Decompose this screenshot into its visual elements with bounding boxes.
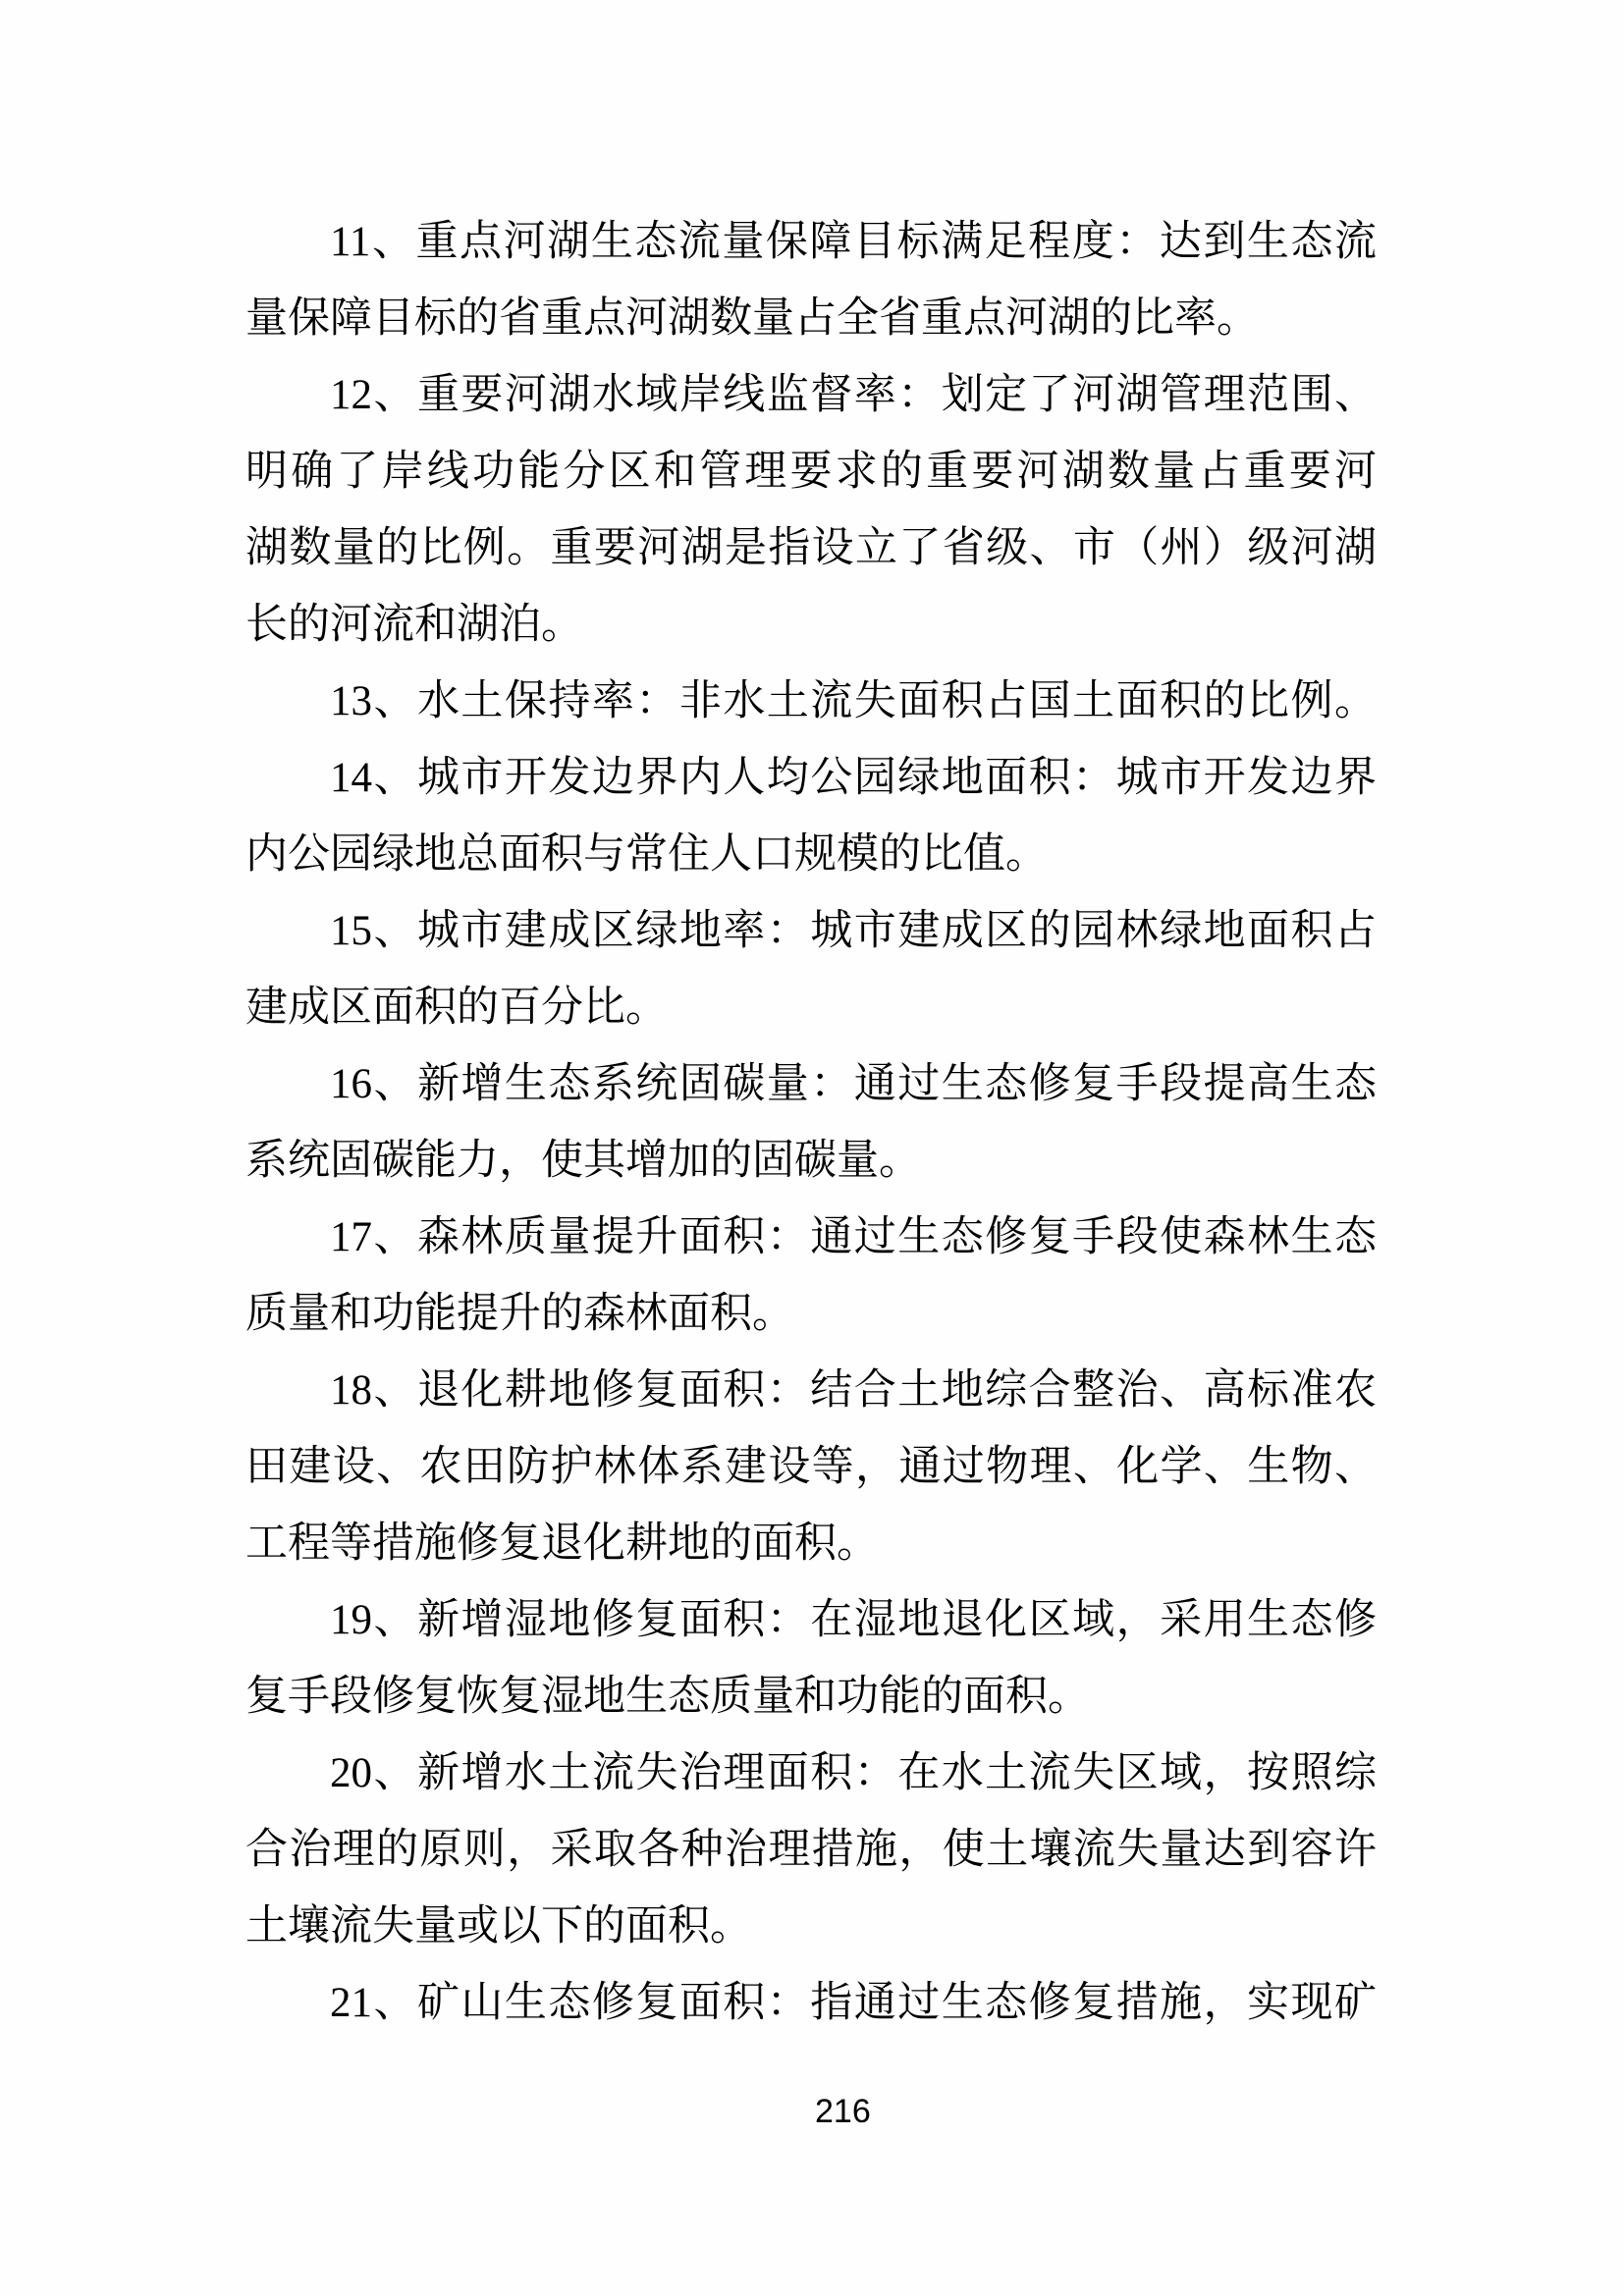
- paragraph: [245, 1200, 1377, 1353]
- paragraph: [245, 664, 1377, 740]
- paragraph: [245, 1582, 1377, 1735]
- text-line: 质量和功能提升的森林面积。: [245, 1291, 794, 1337]
- paragraph: [245, 357, 1377, 664]
- text-line: 长的河流和湖泊。: [245, 602, 583, 648]
- text-line: 合治理的原则，采取各种治理措施，使土壤流失量达到容许: [245, 1827, 1377, 1873]
- text-line: 17、森林质量提升面积：通过生态修复手段使森林生态: [330, 1214, 1377, 1260]
- paragraph: [245, 740, 1377, 893]
- text-line: 15、城市建成区绿地率：城市建成区的园林绿地面积占: [330, 908, 1377, 954]
- paragraph: [245, 893, 1377, 1046]
- text-line: 20、新增水土流失治理面积：在水土流失区域，按照综: [330, 1750, 1377, 1796]
- text-line: 建成区面积的百分比。: [245, 985, 668, 1031]
- text-line: 21、矿山生态修复面积：指通过生态修复措施，实现矿: [330, 1980, 1377, 2026]
- text-line: 湖数量的比例。重要河湖是指设立了省级、市（州）级河湖: [245, 525, 1377, 571]
- paragraph: [245, 1735, 1377, 1965]
- text-line: 明确了岸线功能分区和管理要求的重要河湖数量占重要河: [245, 449, 1377, 495]
- text-line: 18、退化耕地修复面积：结合土地综合整治、高标准农: [330, 1367, 1377, 1414]
- text-line: 13、水土保持率：非水土流失面积占国土面积的比例。: [330, 678, 1377, 724]
- text-line: 内公园绿地总面积与常住人口规模的比值。: [245, 831, 1048, 878]
- page-number: 216: [815, 2093, 871, 2130]
- text-line: 田建设、农田防护林体系建设等，通过物理、化学、生物、: [245, 1444, 1377, 1490]
- paragraph: [245, 1353, 1377, 1582]
- text-line: 19、新增湿地修复面积：在湿地退化区域，采用生态修: [330, 1597, 1377, 1643]
- text-line: 11、重点河湖生态流量保障目标满足程度：达到生态流: [330, 219, 1377, 265]
- text-block: [245, 204, 1377, 2042]
- text-line: 土壤流失量或以下的面积。: [245, 1903, 752, 1949]
- paragraph: [245, 1046, 1377, 1200]
- text-line: 16、新增生态系统固碳量：通过生态修复手段提高生态: [330, 1061, 1377, 1107]
- text-line: 量保障目标的省重点河湖数量占全省重点河湖的比率。: [245, 295, 1259, 342]
- text-line: 12、重要河湖水域岸线监督率：划定了河湖管理范围、: [330, 372, 1377, 418]
- text-line: 复手段修复恢复湿地生态质量和功能的面积。: [245, 1674, 1090, 1720]
- text-line: 14、城市开发边界内人均公园绿地面积：城市开发边界: [330, 755, 1377, 801]
- text-line: 工程等措施修复退化耕地的面积。: [245, 1521, 879, 1567]
- paragraph: [245, 1965, 1377, 2042]
- text-line: 系统固碳能力，使其增加的固碳量。: [245, 1138, 921, 1184]
- paragraph: [245, 204, 1377, 357]
